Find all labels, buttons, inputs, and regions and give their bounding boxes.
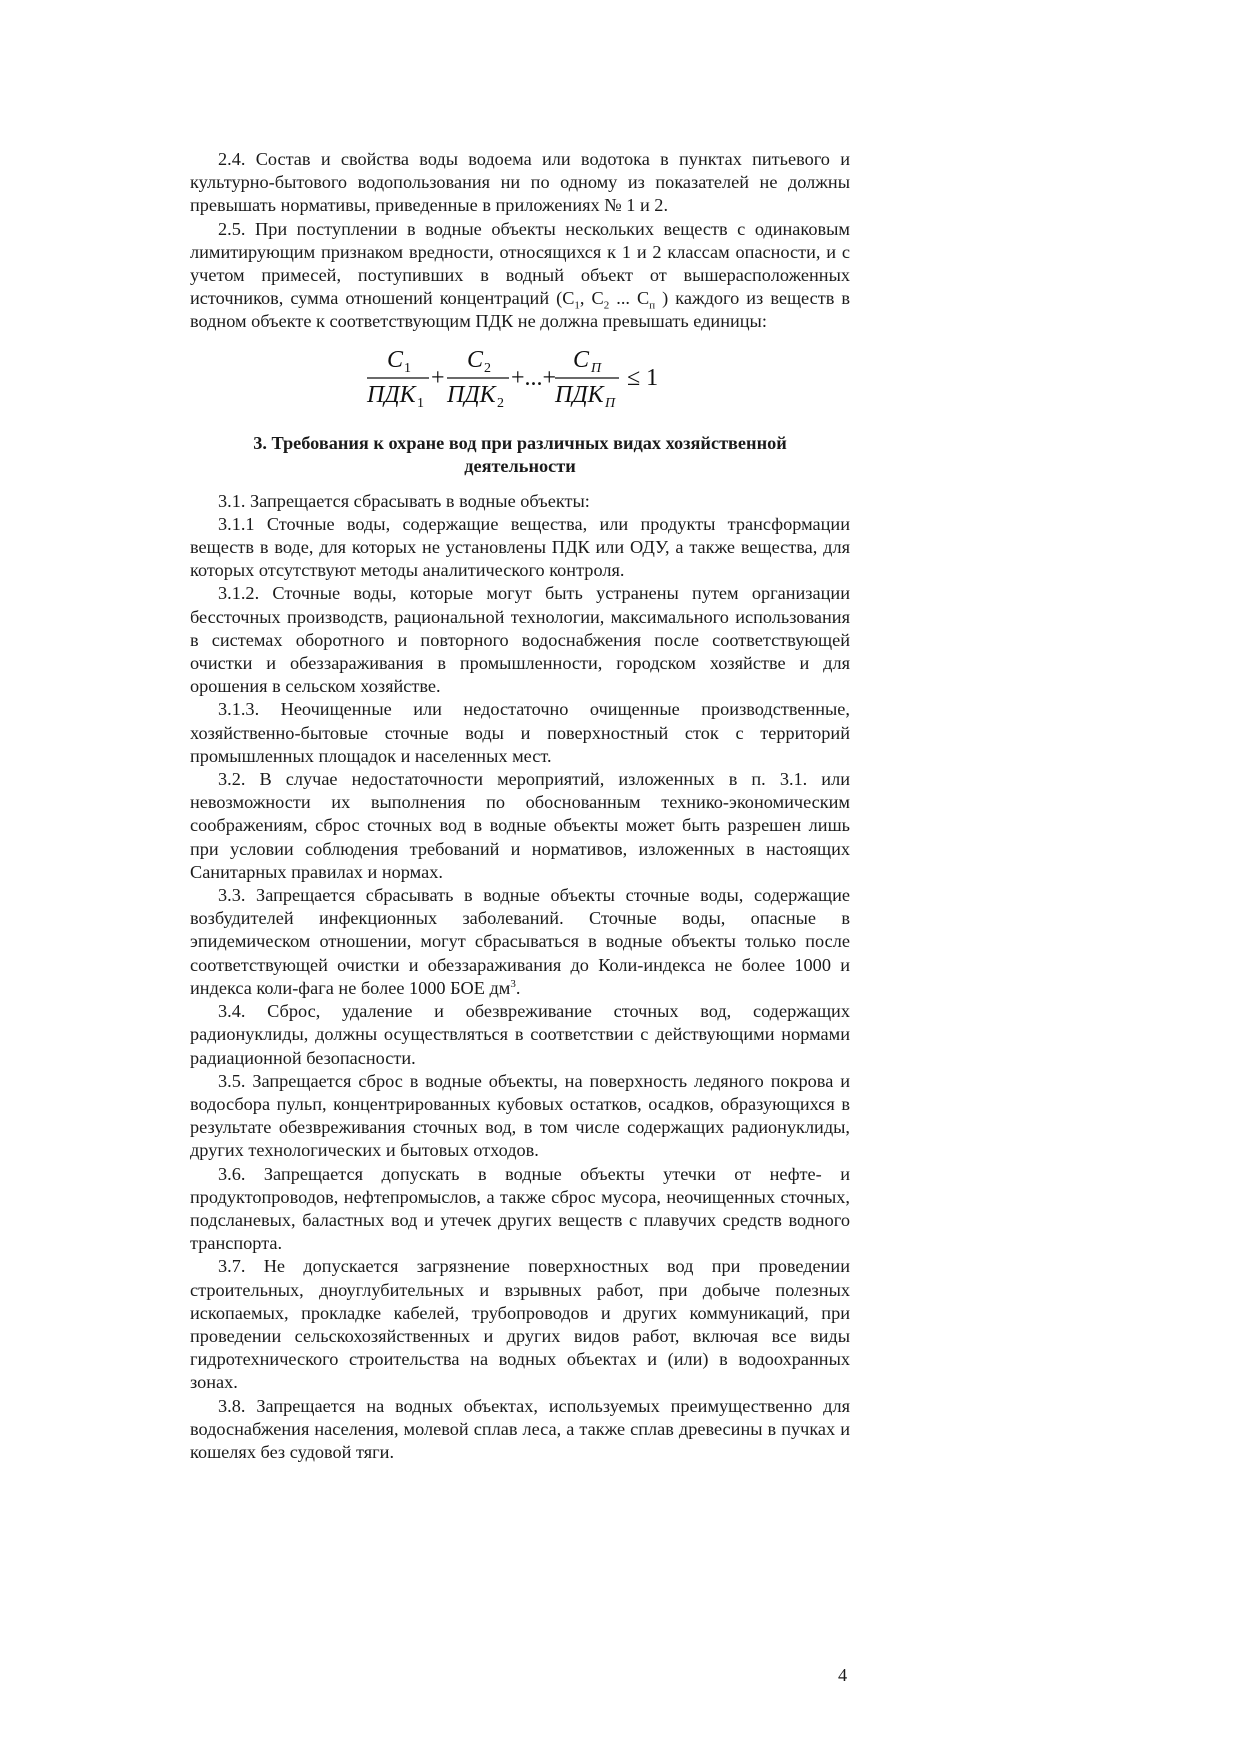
text-fragment: , С [579, 288, 604, 309]
section-heading: 3. Требования к охране вод при различных видах хозяйственной деятельности [253, 432, 787, 476]
document-page [190, 148, 850, 1464]
formula-sub: 2 [497, 395, 504, 411]
subscript: 2 [603, 299, 610, 312]
paragraph-3-2: 3.2. В случае недостаточности мероприятий, изложенных в п. 3.1. или невозможности их выполнения по обоснованным технико-экономическим соображениям, сброс сточных вод в водные объекты может быть разрешен лишь при условии соблюдения требований и нормативов, изложенных в настоящих Санитарных правилах и нормах. [190, 769, 850, 882]
subscript: 1 [574, 299, 580, 312]
formula-sub: 1 [404, 360, 411, 376]
formula-pdk: ПДК [555, 381, 604, 408]
formula-sub: П [591, 360, 602, 376]
superscript: 3 [510, 977, 516, 990]
paragraph-2-4: 2.4. Состав и свойства воды водоема или водотока в пунктах питьевого и культурно-бытового водопользования ни по одному из показателей не должны превышать нормативы, приведенные в приложениях № 1 и 2. [190, 149, 850, 216]
formula-c: C [467, 346, 484, 373]
text-fragment: ) каждого из веществ в водном объекте к соответствующим ПДК не должна превышать единицы: [190, 288, 851, 332]
formula-sub: 2 [484, 360, 491, 376]
formula-dots: +...+ [511, 364, 557, 391]
paragraph-3-1: 3.1. Запрещается сбрасывать в водные объекты: [218, 490, 590, 511]
paragraph-3-1-1: 3.1.1 Сточные воды, содержащие вещества, или продукты трансформации веществ в воде, для которых не установлены ПДК или ОДУ, а также вещества, для которых отсутствуют методы аналитического контроля. [190, 513, 850, 581]
text-fragment: 3.3. Запрещается сбрасывать в водные объекты сточные воды, содержащие возбудителей инфекционных заболеваний. Сточные воды, опасные в эпидемическом отношении, могут сбрасываться в водные объекты только после соответствующей очистки и обеззараживания до Коли-индекса не более 1000 и индекса коли-фага не более 1000 БОЕ дм [190, 885, 850, 998]
paragraph-3-7: 3.7. Не допускается загрязнение поверхностных вод при проведении строительных, дноуглубительных и взрывных работ, при добыче полезных ископаемых, прокладке кабелей, трубопроводов и других коммуникаций, при проведении сельскохозяйственных и других видов работ, включая все виды гидротехнического строительства на водных объектах и (или) в водоохранных зонах. [190, 1256, 850, 1393]
formula-pdk: ПДК [447, 381, 496, 408]
formula-block [190, 342, 850, 412]
formula-c: C [573, 346, 590, 373]
paragraph-2-5 [190, 218, 850, 334]
paragraph-3-3 [190, 884, 850, 1000]
paragraph-3-1-3: 3.1.3. Неочищенные или недостаточно очищенные производственные, хозяйственно-бытовые сточные воды и поверхностный сток с территорий промышленных площадок и населенных мест. [190, 699, 850, 766]
page-number: 4 [838, 1665, 848, 1685]
concentration-sum-formula [365, 342, 675, 412]
subscript: п [649, 299, 656, 312]
text-fragment: . [515, 977, 521, 998]
paragraph-3-1-2: 3.1.2. Сточные воды, которые могут быть устранены путем организации бессточных производств, рациональной технологии, максимального использования в системах оборотного и повторного водоснабжения после соответствующей очистки и обеззараживания в промышленности, городском хозяйстве и для орошения в сельском хозяйстве. [190, 583, 850, 697]
formula-plus: + [431, 364, 445, 391]
formula-sub: П [605, 395, 616, 411]
text-fragment: ... С [609, 288, 650, 309]
paragraph-3-5: 3.5. Запрещается сброс в водные объекты, на поверхность ледяного покрова и водосбора пульп, концентрированных кубовых остатков, осадков, образующихся в результате обезвреживания сточных вод, в том числе содержащих радионуклиды, других технологических и бытовых отходов. [190, 1070, 850, 1161]
paragraph-3-4: 3.4. Сброс, удаление и обезвреживание сточных вод, содержащих радионуклиды, должны осуществляться в соответствии с действующими нормами радиационной безопасности. [190, 1001, 850, 1068]
formula-pdk: ПДК [367, 381, 416, 408]
text-fragment: 2.5. При поступлении в водные объекты нескольких веществ с одинаковым лимитирующим признаком вредности, относящихся к 1 и 2 классам опасности, и с учетом примесей, поступивших в водный объект от вышерасположенных источников, сумма отношений концентраций (С [190, 218, 850, 309]
formula-c: C [387, 346, 404, 373]
formula-sub: 1 [417, 395, 424, 411]
paragraph-3-8: 3.8. Запрещается на водных объектах, используемых преимущественно для водоснабжения населения, молевой сплав леса, а также сплав древесины в пучках и кошелях без судовой тяги. [190, 1395, 850, 1462]
formula-leq: ≤ 1 [627, 364, 659, 391]
paragraph-3-6: 3.6. Запрещается допускать в водные объекты утечки от нефте- и продуктопроводов, нефтепромыслов, а также сброс мусора, неочищенных сточных, подсланевых, баластных вод и утечек других веществ с плавучих средств водного транспорта. [190, 1163, 850, 1254]
